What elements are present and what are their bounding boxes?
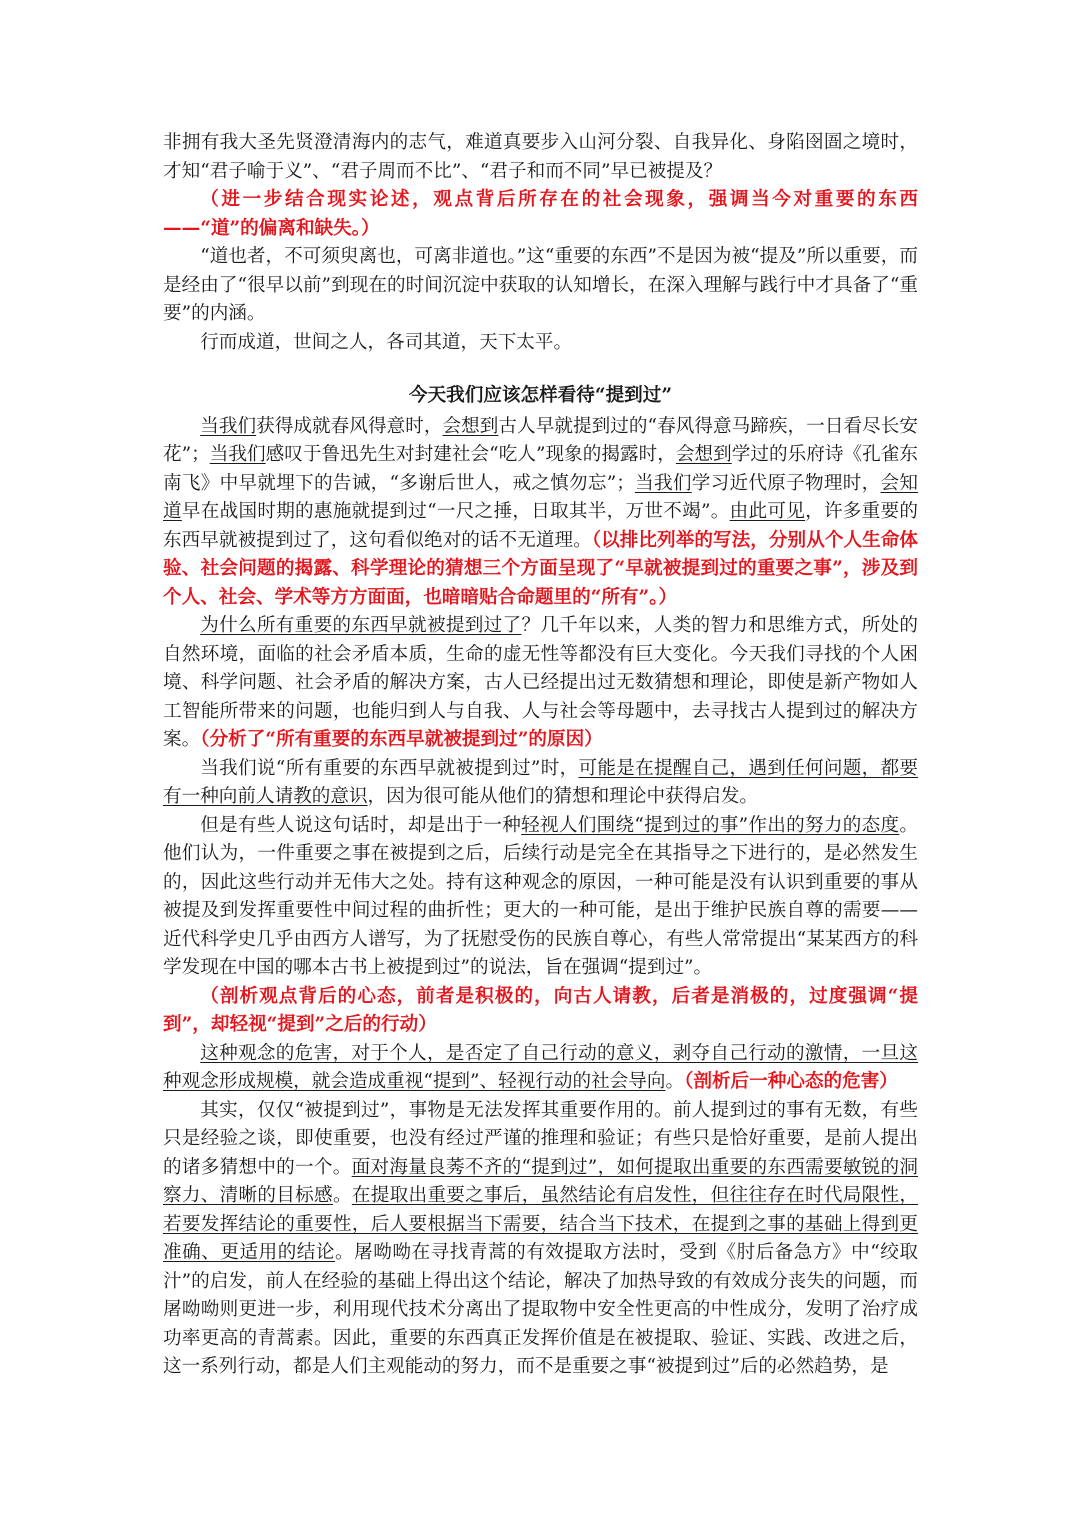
annotation-text: （剖析观点背后的心态，前者是积极的，向古人请教，后者是消极的，过度强调“提到”，却轻视“提到”之后的行动） xyxy=(163,985,918,1035)
paragraph xyxy=(163,612,918,755)
underlined-text: 会想到 xyxy=(675,444,732,465)
text-run: 当我们说“所有重要的东西早就被提到过”时， xyxy=(200,757,579,779)
paragraph xyxy=(163,243,918,329)
underlined-text: 可能是在提醒自己，遇到任何问题，都要有一种向前人请教的意识 xyxy=(163,757,918,807)
section-title xyxy=(163,382,918,411)
text-run: 学习近代原子物理时， xyxy=(691,472,881,494)
text-run: 行而成道，世间之人，各司其道，天下太平。 xyxy=(200,331,573,353)
text-run: 获得成就春风得意时， xyxy=(256,415,443,437)
underlined-text: 当我们 xyxy=(200,415,257,437)
annotation-text: （进一步结合现实论述，观点背后所存在的社会现象，强调当今对重要的东西——“道”的偏离和缺失。） xyxy=(163,189,918,239)
underlined-text: 当我们 xyxy=(634,472,692,494)
text-run: 古人早就提到过的“春风得意马蹄疾，一日看尽长安花”； xyxy=(163,415,918,465)
text-run: 学过的乐府诗《孔雀东南飞》中早就埋下的告诫，“多谢后世人，戒之慎勿忘”； xyxy=(163,444,918,494)
underlined-text: 这种观念的危害，对于个人，是否定了自己行动的意义，剥夺自己行动的激情，一旦这种观念形成规模，就会造成重视“提到”、轻视行动的社会导向 xyxy=(163,1042,918,1092)
paragraph xyxy=(163,329,918,358)
annotation-text: （以排比列举的写法，分别从个人生命体验、社会问题的揭露、科学理论的猜想三个方面呈现了“早就被提到过的重要之事”，涉及到个人、社会、学术等方方面面，也暗暗贴合命题里的“所有”。） xyxy=(163,529,918,608)
underlined-text: 当我们 xyxy=(209,444,266,465)
text-run: 但是有些人说这句话时，却是出于一种 xyxy=(200,814,522,836)
underlined-text: 由此可见 xyxy=(729,501,806,522)
paragraph xyxy=(163,1097,918,1382)
underlined-text: 会想到 xyxy=(442,415,499,437)
annotation-text: （剖析后一种心态的危害） xyxy=(684,1071,898,1092)
text-run: 。他们认为，一件重要之事在被提到之后，后续行动是完全在其指导之下进行的，是必然发生的，因此这些行动并无伟大之处。持有这种观念的原因，一种可能是没有认识到重要的事从被提及到发挥重要性中间过程的曲折性；更大的一种可能，是出于维护民族自尊的需要——近代科学史几乎由西方人谱写，为了抚慰受伤的民族自尊心，有些人常常提出“某某西方的科学发现在中国的哪本古书上被提到过”的说法，旨在强调“提到过”。 xyxy=(163,814,918,978)
text-run: 感叹于鲁迅先生对封建社会“吃人”现象的揭露时， xyxy=(265,444,676,465)
text-run: 。 xyxy=(332,1185,352,1206)
underlined-text: 为什么所有重要的东西早就被提到过了 xyxy=(200,615,522,636)
paragraph xyxy=(163,983,918,1040)
text-run: ？几千年以来，人类的智力和思维方式，所处的自然环境，面临的社会矛盾本质，生命的虚无性等都没有巨大变化。今天我们寻找的个人困境、科学问题、社会矛盾的解决方案，古人已经提出过无数猜想和理论，即使是新产物如人工智能所带来的问题，也能归到人与自我、人与社会等母题中，去寻找古人提到过的解决方案。 xyxy=(163,615,918,750)
underlined-text: 面对海量良莠不齐的“提到过”，如何提取出重要的东西需要敏锐的洞察力、清晰的目标感 xyxy=(163,1156,918,1206)
text-run: ，许多重要的东西早就被提到过了，这句看似绝对的话不无道理。 xyxy=(163,501,918,551)
text-run: 。 xyxy=(665,1071,685,1092)
text-run: 非拥有我大圣先贤澄清海内的志气，难道真要步入山河分裂、自我异化、身陷囹圄之境时，才知“君子喻于义”、“君子周而不比”、“君子和而不同”早已被提及？ xyxy=(163,132,918,182)
underlined-text: 在提取出重要之事后，虽然结论有启发性，但往往存在时代局限性，若要发挥结论的重要性，后人要根据当下需要，结合当下技术，在提到之事的基础上得到更准确、更适用的结论 xyxy=(163,1185,918,1263)
underlined-text: 会知道 xyxy=(163,472,918,522)
paragraph xyxy=(163,755,918,812)
paragraph xyxy=(163,413,918,613)
text-run: 早在战国时期的惠施就提到过“一尺之捶，日取其半，万世不竭”。 xyxy=(181,501,730,522)
paragraph xyxy=(163,812,918,983)
text-run: 。屠呦呦在寻找青蒿的有效提取方法时，受到《肘后备急方》中“绞取汁”的启发，前人在经验的基础上得出这个结论，解决了加热导致的有效成分丧失的问题，而屠呦呦则更进一步，利用现代技术分离出了提取物中安全性更高的中性成分，发明了治疗成功率更高的青蒿素。因此，重要的东西真正发挥价值是在被提取、验证、实践、改进之后，这一系列行动，都是人们主观能动的努力，而不是重要之事“被提到过”后的必然趋势，是 xyxy=(163,1242,918,1377)
text-run: 今天我们应该怎样看待“提到过” xyxy=(408,385,673,406)
paragraph xyxy=(163,186,918,243)
text-run: 其实，仅仅“被提到过”，事物是无法发挥其重要作用的。前人提到过的事有无数，有些只是经验之谈，即使重要，也没有经过严谨的推理和验证；有些只是恰好重要，是前人提出的诸多猜想中的一个。 xyxy=(163,1099,918,1178)
text-run: ，因为很可能从他们的猜想和理论中获得启发。 xyxy=(367,786,759,807)
paragraph xyxy=(163,1040,918,1097)
document-body xyxy=(163,129,918,1382)
paragraph xyxy=(163,129,918,186)
underlined-text: 轻视人们围绕“提到过的事”作出的努力的态度 xyxy=(521,814,900,836)
text-run: “道也者，不可须臾离也，可离非道也。”这“重要的东西”不是因为被“提及”所以重要，而是经由了“很早以前”到现在的时间沉淀中获取的认知增长，在深入理解与践行中才具备了“重要”的内涵。 xyxy=(163,246,918,324)
annotation-text: （分析了“所有重要的东西早就被提到过”的原因） xyxy=(200,729,603,750)
